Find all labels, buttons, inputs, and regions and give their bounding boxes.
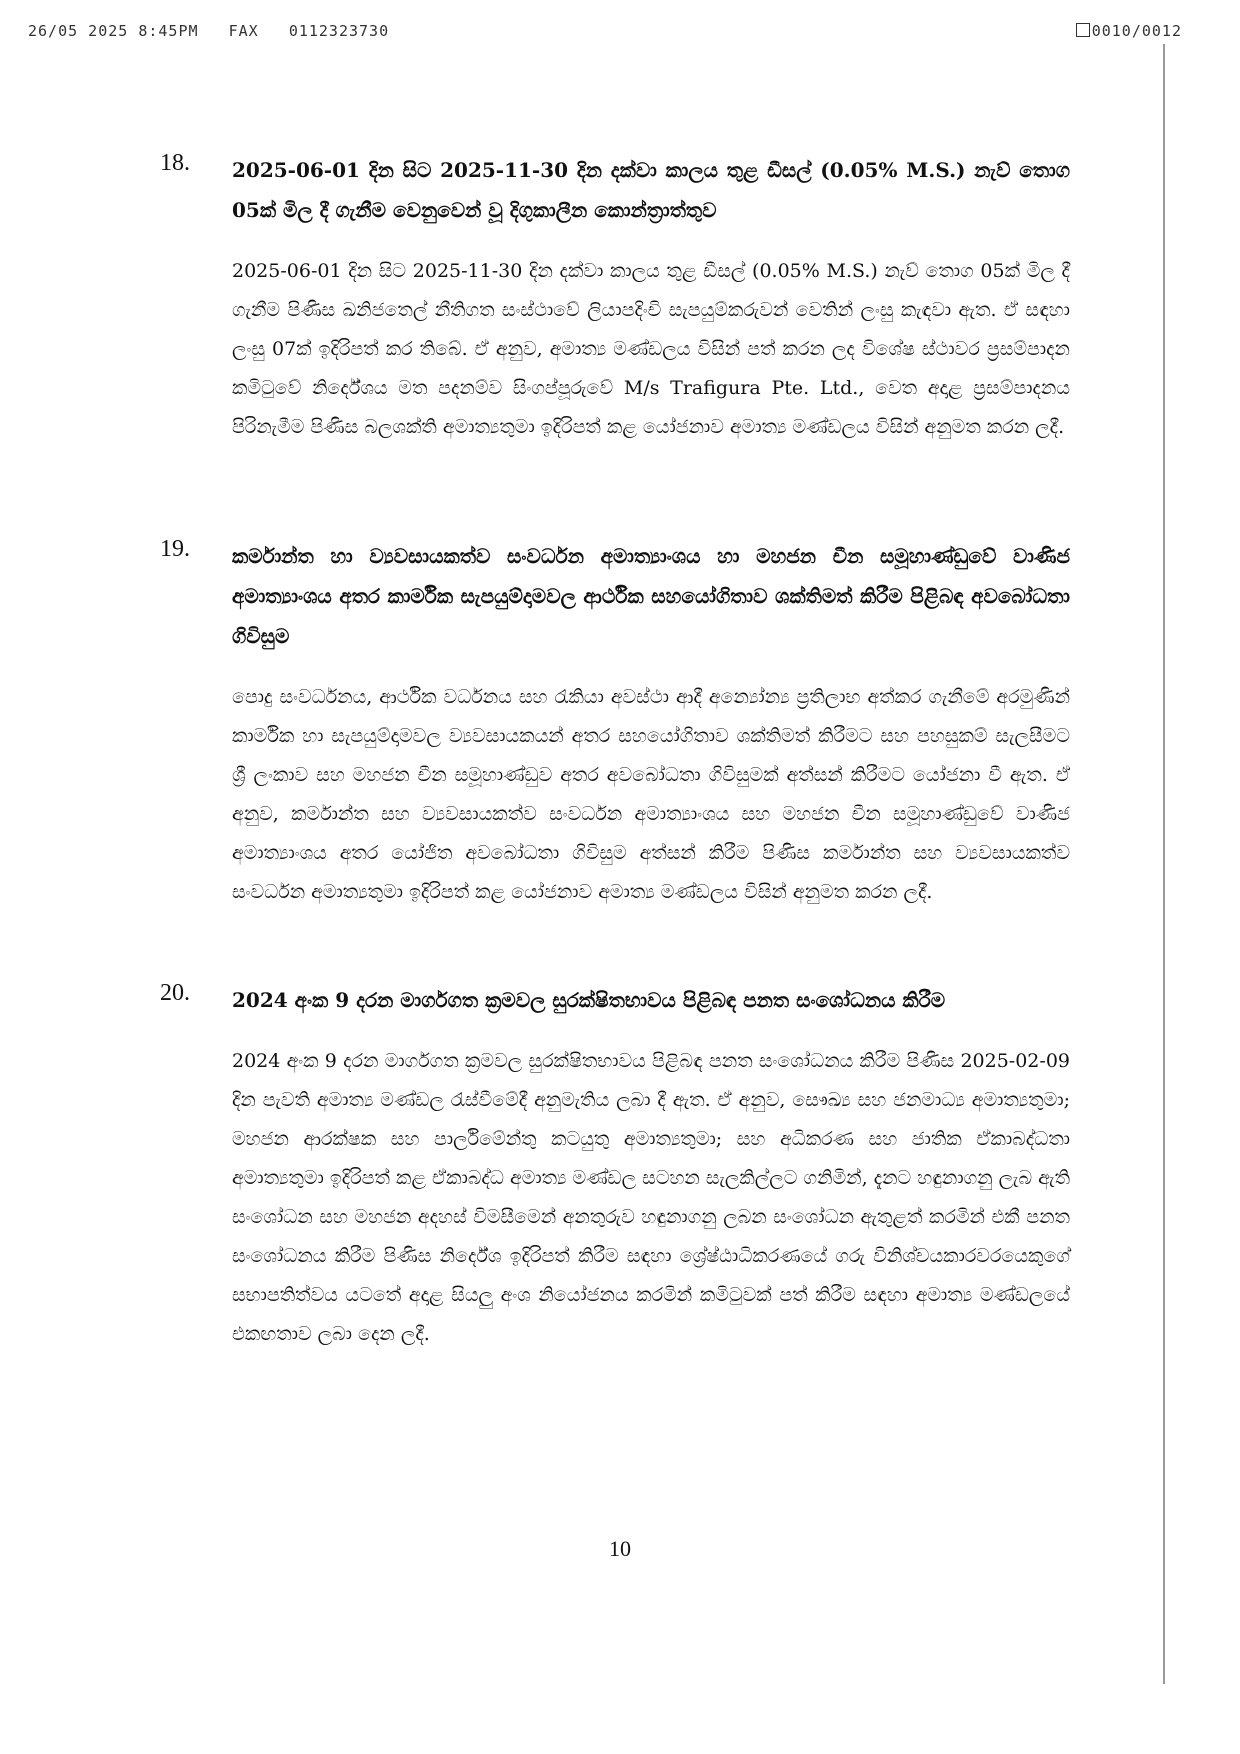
fax-header (28, 22, 1200, 46)
fax-number: 0112323730 (288, 22, 390, 40)
checkbox-icon (1076, 23, 1090, 37)
cabinet-decision-item-18 (160, 150, 1070, 447)
item-heading: කර්මාන්ත හා ව්‍යවසායකත්ව සංවර්ධන අමාත්‍යාංශය හා මහජන චීන සමූහාණ්ඩුවේ වාණිජ අමාත්‍යාංශය අතර කාර්මික සැපයුම්දාමවල ආර්ථික සහයෝගිතාව ශක්තිමත් කිරීම පිළිබඳ අවබෝධතා ගිවිසුම (232, 544, 1070, 648)
item-heading: 2024 අංක 9 දරන මාර්ගගත ක්‍රමවල සුරක්ෂිතභාවය පිළිබඳ පනත සංශෝධනය කිරීම (232, 988, 946, 1012)
scan-margin-line (1163, 44, 1165, 1684)
cabinet-decision-item-20 (160, 980, 1070, 1354)
item-number: 19. (160, 536, 190, 562)
fax-page-counter (1076, 22, 1182, 40)
cabinet-decision-item-19 (160, 536, 1070, 912)
fax-label: FAX (228, 22, 259, 40)
fax-transmission-line (28, 22, 389, 40)
page-number: 10 (609, 1536, 631, 1561)
item-body: 2025-06-01 දින සිට 2025-11-30 දින දක්වා කාලය තුළ ඩීසල් (0.05% M.S.) නැව් තොග 05ක් මිල දී ගැනීම පිණිස ඛනිජතෙල් නීතිගත සංස්ථාවේ ලියාපදිංචි සැපයුම්කරුවන් වෙතින් ලංසු කැඳවා ඇත. ඒ සඳහා ලංසු 07ක් ඉදිරිපත් කර තිබේ. ඒ අනුව, අමාත්‍ය මණ්ඩලය විසින් පත් කරන ලද විශේෂ ස්ථාවර ප්‍රසම්පාදන කමිටුවේ නිර්දේශය මත පදනම්ව සිංගප්පූරුවේ M/s Trafigura Pte. Ltd., වෙත අදාළ ප්‍රසම්පාදනය පිරිනැමීම පිණිස බලශක්ති අමාත්‍යතුමා ඉදිරිපත් කළ යෝජනාව අමාත්‍ය මණ්ඩලය විසින් අනුමත කරන ලදී. (232, 260, 1070, 438)
item-body: 2024 අංක 9 දරන මාර්ගගත ක්‍රමවල සුරක්ෂිතභාවය පිළිබඳ පනත සංශෝධනය කිරීම පිණිස 2025-02-09 දින පැවති අමාත්‍ය මණ්ඩල රැස්වීමේදී අනුමැතිය ලබා දී ඇත. ඒ අනුව, සෞඛ්‍ය සහ ජනමාධ්‍ය අමාත්‍යතුමා; මහජන ආරක්ෂක සහ පාර්ලිමේන්තු කටයුතු අමාත්‍යතුමා; සහ අධිකරණ සහ ජාතික ඒකාබද්ධතා අමාත්‍යතුමා ඉදිරිපත් කළ ඒකාබද්ධ අමාත්‍ය මණ්ඩල සටහන සැලකිල්ලට ගනිමින්, දැනට හඳුනාගනු ලැබ ඇති සංශෝධන සහ මහජන අදහස් විමසීමෙන් අනතුරුව හඳුනාගනු ලබන සංශෝධන ඇතුළත් කරමින් එකී පනත සංශෝධනය කිරීම පිණිස නිර්දේශ ඉදිරිපත් කිරීම සඳහා ශ්‍රේෂ්ඨාධිකරණයේ ගරු විනිශ්චයකාරවරයෙකුගේ සභාපතිත්වය යටතේ අදාළ සියලු අංශ නියෝජනය කරමින් කමිටුවක් පත් කිරීම සඳහා අමාත්‍ය මණ්ඩලයේ එකඟතාව ලබා දෙන ලදී. (232, 1050, 1070, 1345)
fax-date-time: 26/05 2025 8:45PM (28, 22, 199, 40)
item-number: 18. (160, 150, 190, 176)
item-body: පොදු සංවර්ධනය, ආර්ථික වර්ධනය සහ රැකියා අවස්ථා ආදී අන්‍යෝන්‍ය ප්‍රතිලාභ අත්කර ගැනීමේ අරමුණින් කාර්මික හා සැපයුම්දාමවල ව්‍යවසායකයන් අතර සහයෝගිතාව ශක්තිමත් කිරීමට සහ පහසුකම් සැලසීමට ශ්‍රී ලංකාව සහ මහජන චීන සමූහාණ්ඩුව අතර අවබෝධතා ගිවිසුමක් අත්සන් කිරීමට යෝජනා වී ඇත. ඒ අනුව, කර්මාන්ත සහ ව්‍යවසායකත්ව සංවර්ධන අමාත්‍යාංශය සහ මහජන චීන සමූහාණ්ඩුවේ වාණිජ අමාත්‍යාංශය අතර යෝජිත අවබෝධතා ගිවිසුම අත්සන් කිරීම පිණිස කර්මාන්ත සහ ව්‍යවසායකත්ව සංවර්ධන අමාත්‍යතුමා ඉදිරිපත් කළ යෝජනාව අමාත්‍ය මණ්ඩලය විසින් අනුමත කරන ලදී. (232, 686, 1070, 903)
item-number: 20. (160, 980, 190, 1006)
item-heading: 2025-06-01 දින සිට 2025-11-30 දින දක්වා කාලය තුළ ඩීසල් (0.05% M.S.) නැව් තොග 05ක් මිල දී ගැනීම වෙනුවෙන් වූ දිගුකාලීන කොන්ත්‍රාත්තුව (232, 158, 1070, 222)
fax-page-counter-text: 0010/0012 (1091, 22, 1182, 40)
